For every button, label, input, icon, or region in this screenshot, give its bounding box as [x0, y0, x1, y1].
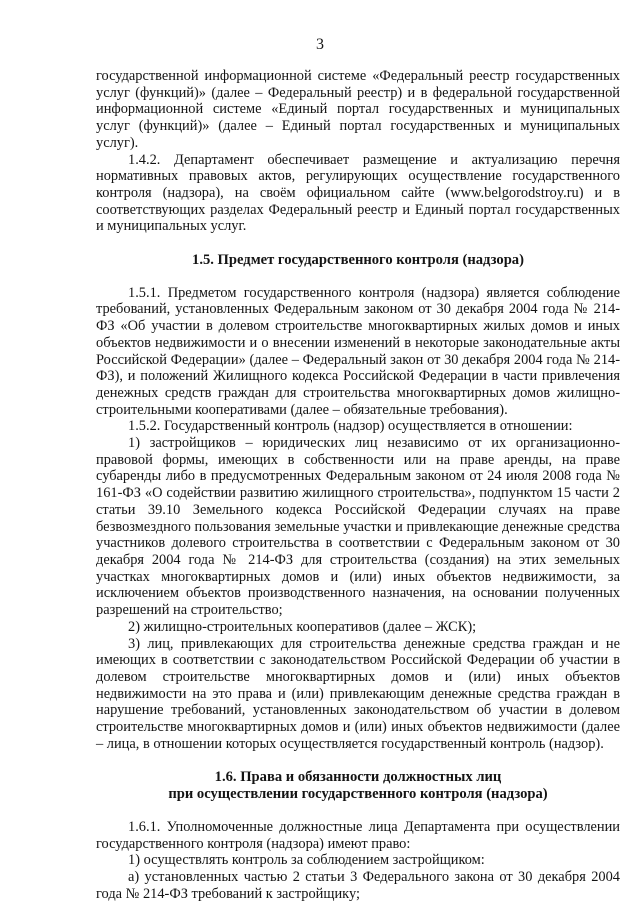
- list-item-developers: 1) застройщиков – юридических лиц независимо от их организационно-правовой формы, имеющих в собственности или на праве аренды, на праве субаренды либо в предусмотренных Федеральным законом от 24 июля 2008 года № 161-ФЗ «О содействии развитию жилищного строительства», подпунктом 15 части 2 статьи 39.10 Земельного кодекса Российской Федерации случаях на праве безвозмездного пользования земельные участки и привлекающие денежные средства участников долевого строительства в соответствии с Федеральным законом от 30 декабря 2004 года № 214-ФЗ для строительства (создания) на этих земельных участках многоквартирных домов и (или) иных объектов недвижимости, за исключением объектов производственного назначения, на основании полученных разрешений на строительство;: [96, 435, 620, 619]
- paragraph-1-5-1: 1.5.1. Предметом государственного контроля (надзора) является соблюдение требований, установленных Федеральным законом от 30 декабря 2004 года № 214-ФЗ «Об участии в долевом строительстве многоквартирных жилых домов и иных объектов недвижимости и о внесении изменений в некоторые законодательные акты Российской Федерации» (далее – Федеральный закон от 30 декабря 2004 года № 214-ФЗ), и положений Жилищного кодекса Российской Федерации в части привлечения денежных средств граждан для строительства многоквартирных домов жилищно-строительными кооперативами (далее – обязательные требования).: [96, 284, 620, 418]
- section-heading-1-6-line2: при осуществлении государственного контроля (надзора): [168, 786, 548, 803]
- section-heading-1-6-line1: 1.6. Права и обязанности должностных лиц: [214, 769, 502, 786]
- paragraph-1-5-2: 1.5.2. Государственный контроль (надзор) осуществляется в отношении:: [128, 418, 573, 435]
- paragraph-1-4-2: 1.4.2. Департамент обеспечивает размещение и актуализацию перечня нормативных правовых актов, регулирующих осуществление государственного контроля (надзора), на своём официальном сайте (www.belgorodstroy.ru) и в соответствующих разделах Федеральный реестр и Единый портал государственных и муниципальных услуг.: [96, 151, 620, 235]
- list-item-requirements-developer: а) установленных частью 2 статьи 3 Федерального закона от 30 декабря 2004 года № 214-ФЗ требований к застройщику;: [96, 868, 620, 902]
- paragraph-1-6-1: 1.6.1. Уполномоченные должностные лица Департамента при осуществлении государственного контроля (надзора) имеют право:: [96, 818, 620, 852]
- paragraph-federal-registry-continuation: государственной информационной системе «Федеральный реестр государственных услуг (функций)» (далее – Федеральный реестр) и в федеральной государственной информационной системе «Единый портал государственных и муниципальных услуг (функций)» (далее – Единый портал государственных и муниципальных услуг).: [96, 68, 620, 151]
- document-body: [96, 68, 620, 902]
- list-item-control-developer: 1) осуществлять контроль за соблюдением застройщиком:: [128, 852, 485, 869]
- section-heading-1-5: 1.5. Предмет государственного контроля (надзора): [192, 252, 524, 269]
- list-item-housing-cooperatives: 2) жилищно-строительных кооперативов (далее – ЖСК);: [128, 618, 477, 635]
- list-item-other-persons: 3) лиц, привлекающих для строительства денежные средства граждан и не имеющих в соответствии с законодательством Российской Федерации об участии в долевом строительстве многоквартирных домов и (или) иных объектов недвижимости на это права и (или) привлекающим денежные средства граждан в нарушение требований, установленных законодательством об участии в долевом строительстве многоквартирных домов и (или) иных объектов недвижимости (далее – лица, в отношении которых осуществляется государственный контроль (надзор).: [96, 635, 620, 752]
- page-number: 3: [316, 36, 324, 53]
